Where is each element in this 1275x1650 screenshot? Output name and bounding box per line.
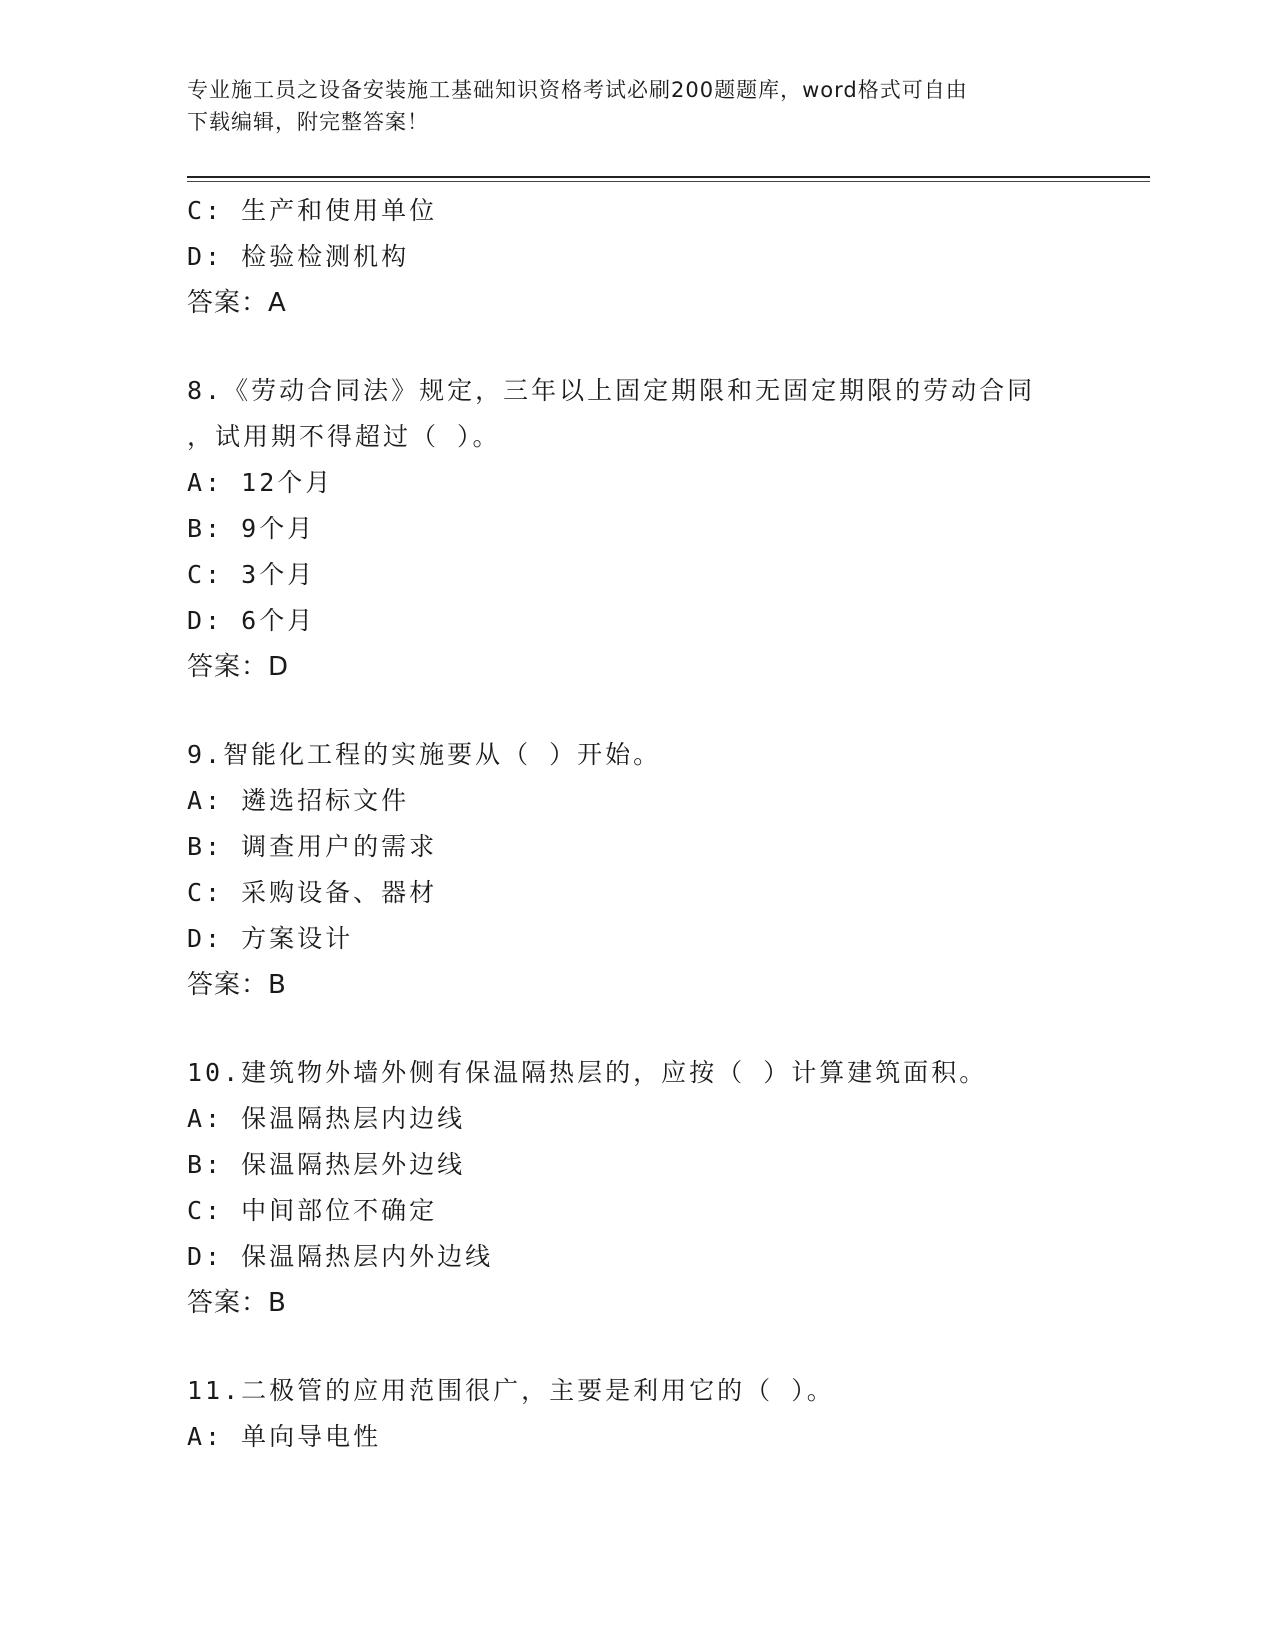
header-line-2: 下载编辑，附完整答案！ [187,110,429,134]
answer-line: 答案：D [187,652,290,682]
question-list [187,188,1137,1460]
question-line: D: 方案设计 [187,924,354,953]
question-line: ，试用期不得超过（ ）。 [187,422,501,451]
block-gap [187,326,1137,368]
question-line: C: 生产和使用单位 [187,196,438,225]
answer-line: 答案：B [187,970,287,1000]
question-line: B: 调查用户的需求 [187,832,438,861]
block-gap [187,1326,1137,1368]
question-block [187,1368,1137,1460]
header-rule-thick [187,176,1150,178]
header-rule-thin [187,181,1150,182]
question-line: B: 保温隔热层外边线 [187,1150,466,1179]
header-line-1: 专业施工员之设备安装施工基础知识资格考试必刷200题题库，word格式可自由 [187,78,968,102]
question-line: 9.智能化工程的实施要从（ ）开始。 [187,740,662,769]
question-line: B: 9个月 [187,514,316,543]
question-line: C: 采购设备、器材 [187,878,438,907]
question-block [187,1050,1137,1326]
question-block [187,368,1137,690]
question-line: A: 遴选招标文件 [187,786,410,815]
answer-line: 答案：A [187,288,287,318]
block-gap [187,1008,1137,1050]
block-gap [187,690,1137,732]
question-line: D: 6个月 [187,606,316,635]
question-line: 10.建筑物外墙外侧有保温隔热层的，应按（ ）计算建筑面积。 [187,1058,988,1087]
question-line: A: 单向导电性 [187,1422,382,1451]
question-block [187,188,1137,326]
question-line: 8.《劳动合同法》规定，三年以上固定期限和无固定期限的劳动合同 [187,376,1036,405]
document-header [187,74,1067,138]
question-line: D: 检验检测机构 [187,242,410,271]
question-line: 11.二极管的应用范围很广，主要是利用它的（ ）。 [187,1376,835,1405]
question-line: A: 12个月 [187,468,334,497]
question-line: D: 保温隔热层内外边线 [187,1242,494,1271]
answer-line: 答案：B [187,1288,287,1318]
question-line: A: 保温隔热层内边线 [187,1104,466,1133]
question-line: C: 3个月 [187,560,316,589]
question-line: C: 中间部位不确定 [187,1196,438,1225]
question-block [187,732,1137,1008]
